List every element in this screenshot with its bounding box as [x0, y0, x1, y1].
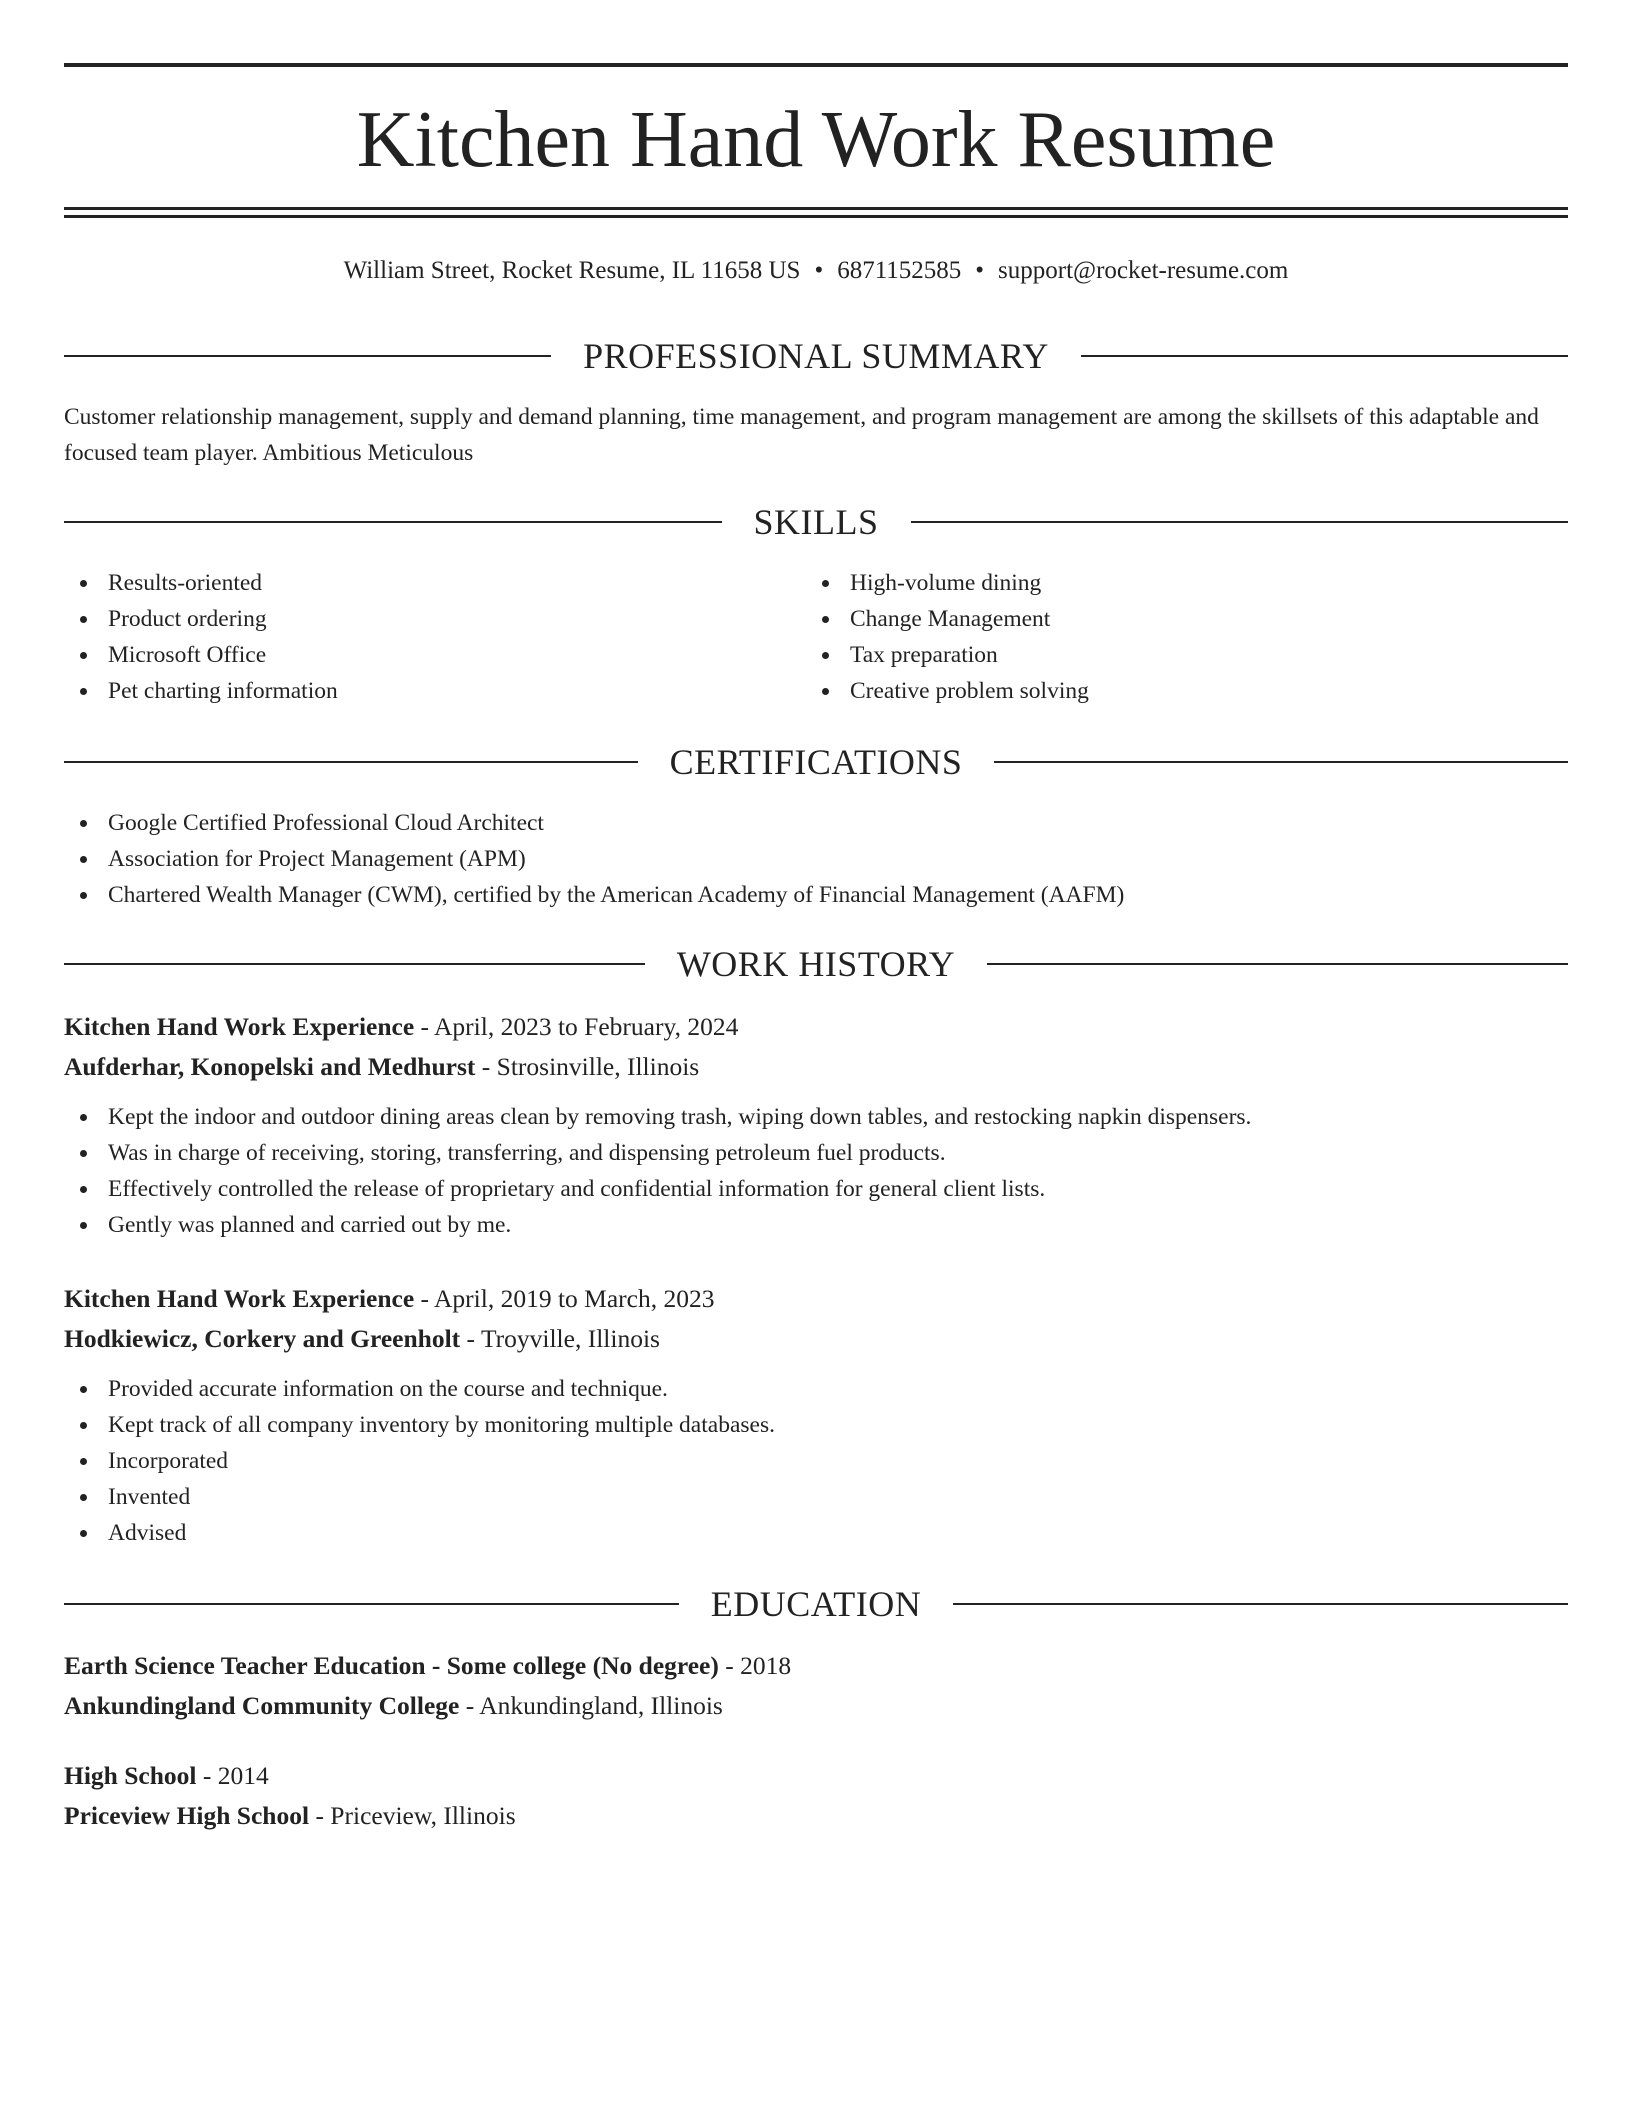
section-heading-education: [64, 1582, 1568, 1626]
certification-item: Association for Project Management (APM): [64, 841, 1568, 877]
job-company-line: [64, 1319, 1568, 1359]
section-heading-certifications: [64, 740, 1568, 784]
job-bullet: Was in charge of receiving, storing, transferring, and dispensing petroleum fuel products.: [64, 1135, 1568, 1171]
section-title: WORK HISTORY: [676, 944, 956, 984]
title-rule-upper: [64, 207, 1568, 210]
job-company: Aufderhar, Konopelski and Medhurst: [64, 1052, 476, 1081]
education-degree-line: [64, 1646, 1568, 1686]
top-rule: [64, 63, 1568, 67]
job-location: - Strosinville, Illinois: [475, 1052, 700, 1081]
education-degree-line: [64, 1756, 1568, 1796]
certification-item: Google Certified Professional Cloud Architect: [64, 805, 1568, 841]
section-title: CERTIFICATIONS: [669, 742, 963, 782]
job-title-line: [64, 1007, 1568, 1047]
education-school-line: [64, 1686, 1568, 1726]
skill-item: Tax preparation: [806, 637, 1506, 673]
job-bullet: Incorporated: [64, 1443, 1568, 1479]
education-year: - 2018: [718, 1651, 792, 1680]
section-title: PROFESSIONAL SUMMARY: [583, 336, 1049, 376]
job-company-line: [64, 1047, 1568, 1087]
heading-rule: [64, 761, 638, 763]
certifications-list: [64, 805, 1568, 913]
section-heading-summary: [64, 334, 1568, 378]
education-location: - Ankundingland, Illinois: [459, 1691, 723, 1720]
skills-column-left: [64, 565, 764, 709]
job-company: Hodkiewicz, Corkery and Greenholt: [64, 1324, 461, 1353]
certification-item: Chartered Wealth Manager (CWM), certified by the American Academy of Financial Management (AAFM): [64, 877, 1568, 913]
education-degree: Earth Science Teacher Education - Some college (No degree): [64, 1651, 719, 1680]
heading-rule: [994, 761, 1568, 763]
section-heading-work-history: [64, 942, 1568, 986]
contact-email: support@rocket-resume.com: [998, 257, 1289, 284]
education-entry: [64, 1646, 1568, 1726]
heading-rule: [64, 963, 645, 965]
section-heading-skills: [64, 500, 1568, 544]
skill-item: Results-oriented: [64, 565, 764, 601]
skill-item: Product ordering: [64, 601, 764, 637]
summary-text: Customer relationship management, supply and demand planning, time management, and program management are among the skillsets of this adaptable and focused team player. Ambitious Meticulous: [64, 404, 1539, 466]
skill-item: Creative problem solving: [806, 673, 1506, 709]
contact-separator: •: [814, 257, 824, 284]
job-title: Kitchen Hand Work Experience: [64, 1284, 415, 1313]
heading-rule: [987, 963, 1568, 965]
job-bullet: Provided accurate information on the course and technique.: [64, 1371, 1568, 1407]
contact-line: [0, 254, 1632, 288]
education-entry: [64, 1756, 1568, 1836]
job-entry: [64, 1279, 1568, 1551]
heading-rule: [64, 355, 551, 357]
job-bullet: Kept track of all company inventory by monitoring multiple databases.: [64, 1407, 1568, 1443]
skill-item: Pet charting information: [64, 673, 764, 709]
job-location: - Troyville, Illinois: [460, 1324, 660, 1353]
title-rule-lower: [64, 215, 1568, 218]
contact-address: William Street, Rocket Resume, IL 11658 US: [343, 257, 801, 284]
education-school-line: [64, 1796, 1568, 1836]
education-school: Ankundingland Community College: [64, 1691, 460, 1720]
contact-separator: •: [975, 257, 985, 284]
job-entry: [64, 1007, 1568, 1243]
education-degree: High School: [64, 1761, 197, 1790]
heading-rule: [953, 1603, 1568, 1605]
job-title: Kitchen Hand Work Experience: [64, 1012, 415, 1041]
job-bullet: Effectively controlled the release of proprietary and confidential information for general client lists.: [64, 1171, 1568, 1207]
job-bullet: Kept the indoor and outdoor dining areas clean by removing trash, wiping down tables, and restocking napkin dispensers.: [64, 1099, 1568, 1135]
section-title: EDUCATION: [710, 1584, 922, 1624]
contact-phone: 6871152585: [837, 257, 962, 284]
job-bullet: Invented: [64, 1479, 1568, 1515]
education-year: - 2014: [196, 1761, 269, 1790]
job-dates: - April, 2023 to February, 2024: [414, 1012, 739, 1041]
skill-item: High-volume dining: [806, 565, 1506, 601]
resume-title: Kitchen Hand Work Resume: [356, 96, 1276, 184]
job-dates: - April, 2019 to March, 2023: [414, 1284, 715, 1313]
skill-item: Change Management: [806, 601, 1506, 637]
education-school: Priceview High School: [64, 1801, 310, 1830]
job-bullet: Advised: [64, 1515, 1568, 1551]
heading-rule: [1081, 355, 1568, 357]
skills-column-right: [806, 565, 1506, 709]
heading-rule: [911, 521, 1569, 523]
skill-item: Microsoft Office: [64, 637, 764, 673]
job-title-line: [64, 1279, 1568, 1319]
job-bullet: Gently was planned and carried out by me.: [64, 1207, 1568, 1243]
section-title: SKILLS: [753, 502, 879, 542]
heading-rule: [64, 1603, 679, 1605]
heading-rule: [64, 521, 722, 523]
education-location: - Priceview, Illinois: [309, 1801, 516, 1830]
